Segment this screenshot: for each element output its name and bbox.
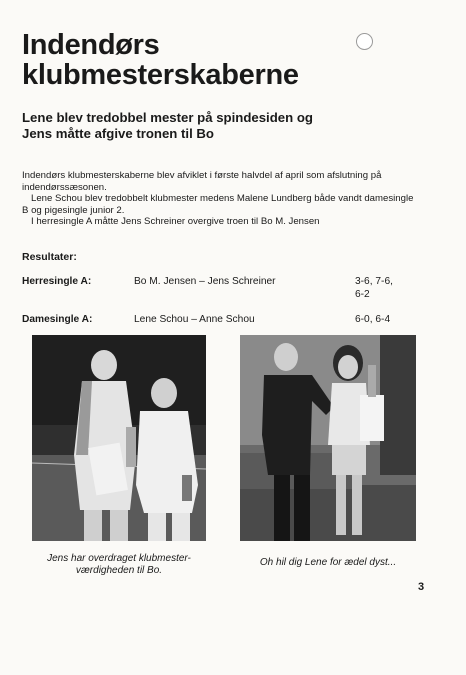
subtitle-line-1: Lene blev tredobbel mester på spindesiden og [22, 110, 313, 125]
photo-illustration [240, 335, 416, 541]
article-title [22, 30, 352, 90]
punch-hole [356, 33, 373, 50]
result-players: Lene Schou – Anne Schou [134, 314, 255, 325]
paragraph-1: Indendørs klubmesterskaberne blev afviklet i første halvdel af april som afslutning på indendørssæsonen. [22, 170, 382, 193]
title-line-1: Indendørs [22, 29, 160, 61]
score-line-1: 3-6, 7-6, [355, 276, 393, 287]
result-category: Damesingle A: [22, 314, 93, 325]
photo-award-handover [240, 335, 416, 541]
caption-line-1: Jens har overdraget klubmester- [47, 553, 191, 564]
results-heading: Resultater: [22, 251, 77, 263]
caption-line-2: værdigheden til Bo. [75, 565, 163, 576]
photo-caption-right [240, 557, 416, 569]
result-players: Bo M. Jensen – Jens Schreiner [134, 276, 276, 287]
title-line-2: klubmesterskaberne [22, 59, 299, 91]
score-line-2: 6-2 [355, 289, 370, 300]
photo-caption-left [32, 553, 206, 577]
photo-illustration [32, 335, 206, 541]
article-body [22, 170, 422, 228]
caption-line-1: Oh hil dig Lene for ædel dyst... [259, 557, 397, 568]
result-score [355, 313, 405, 326]
article-subtitle [22, 110, 352, 142]
score-line-1: 6-0, 6-4 [355, 314, 391, 325]
result-score [355, 275, 405, 301]
subtitle-line-2: Jens måtte afgive tronen til Bo [22, 126, 214, 141]
paragraph-2: Lene Schou blev tredobbelt klubmester medens Malene Lundberg både vandt damesingle B og pigesingle junior 2. [22, 193, 414, 216]
page-number: 3 [418, 581, 425, 593]
result-category: Herresingle A: [22, 276, 92, 287]
photo-players-trophies [32, 335, 206, 541]
paragraph-3: I herresingle A måtte Jens Schreiner overgive troen til Bo M. Jensen [31, 216, 320, 228]
